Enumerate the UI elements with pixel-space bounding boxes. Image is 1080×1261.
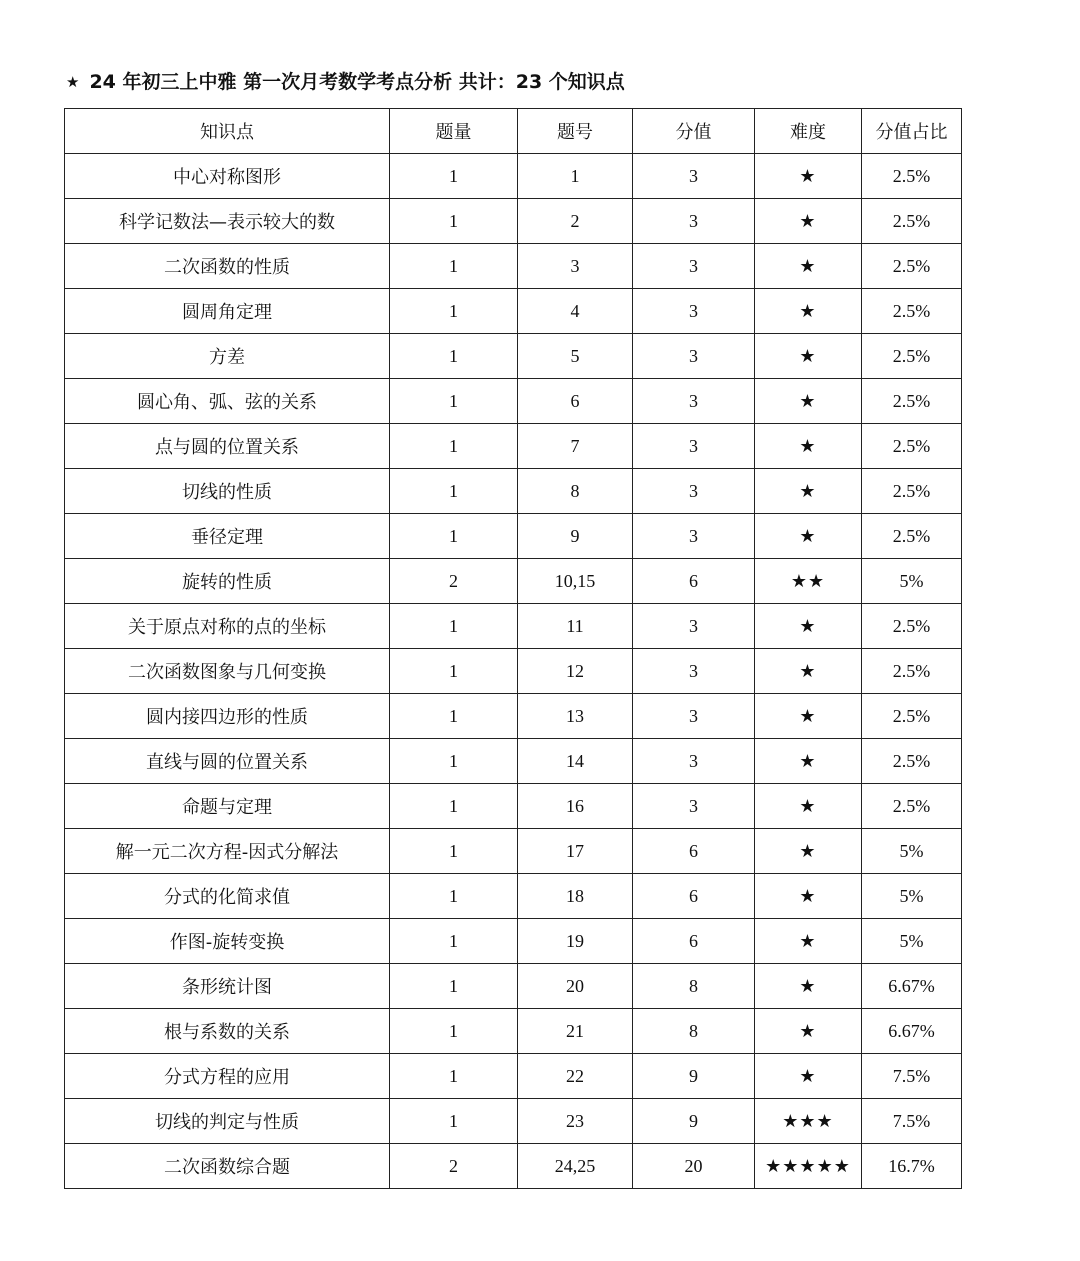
cell-topic: 点与圆的位置关系: [65, 424, 390, 469]
table-row: [65, 514, 962, 559]
cell-score: 3: [633, 334, 755, 379]
cell-question-number: 16: [518, 784, 633, 829]
cell-count: 1: [390, 649, 518, 694]
cell-score-ratio: 5%: [862, 919, 962, 964]
cell-score: 8: [633, 1009, 755, 1054]
cell-difficulty: ★: [755, 334, 862, 379]
header-topic: 知识点: [65, 109, 390, 154]
cell-question-number: 2: [518, 199, 633, 244]
cell-topic: 关于原点对称的点的坐标: [65, 604, 390, 649]
cell-score-ratio: 5%: [862, 559, 962, 604]
table-row: [65, 244, 962, 289]
table-body: [65, 154, 962, 1189]
cell-question-number: 3: [518, 244, 633, 289]
table-row: [65, 334, 962, 379]
cell-question-number: 6: [518, 379, 633, 424]
cell-count: 1: [390, 379, 518, 424]
cell-count: 1: [390, 334, 518, 379]
cell-count: 1: [390, 604, 518, 649]
cell-count: 1: [390, 694, 518, 739]
cell-question-number: 11: [518, 604, 633, 649]
cell-score-ratio: 6.67%: [862, 964, 962, 1009]
cell-score-ratio: 2.5%: [862, 784, 962, 829]
cell-score-ratio: 7.5%: [862, 1099, 962, 1144]
cell-difficulty: ★: [755, 379, 862, 424]
cell-difficulty: ★: [755, 154, 862, 199]
cell-topic: 分式的化简求值: [65, 874, 390, 919]
table-row: [65, 154, 962, 199]
cell-count: 1: [390, 199, 518, 244]
cell-score: 3: [633, 244, 755, 289]
cell-score: 3: [633, 289, 755, 334]
cell-topic: 圆内接四边形的性质: [65, 694, 390, 739]
cell-topic: 命题与定理: [65, 784, 390, 829]
cell-score-ratio: 2.5%: [862, 244, 962, 289]
cell-score: 3: [633, 649, 755, 694]
cell-question-number: 17: [518, 829, 633, 874]
cell-question-number: 20: [518, 964, 633, 1009]
cell-score: 9: [633, 1099, 755, 1144]
cell-question-number: 19: [518, 919, 633, 964]
table-row: [65, 469, 962, 514]
cell-topic: 条形统计图: [65, 964, 390, 1009]
header-question-number: 题号: [518, 109, 633, 154]
table-row: [65, 739, 962, 784]
cell-topic: 中心对称图形: [65, 154, 390, 199]
page-title: [66, 66, 625, 98]
table-row: [65, 1144, 962, 1189]
cell-score-ratio: 2.5%: [862, 694, 962, 739]
table-row: [65, 829, 962, 874]
cell-difficulty: ★: [755, 1054, 862, 1099]
cell-difficulty: ★★★★★: [755, 1144, 862, 1189]
cell-topic: 圆周角定理: [65, 289, 390, 334]
cell-score: 6: [633, 874, 755, 919]
cell-difficulty: ★: [755, 244, 862, 289]
cell-score: 3: [633, 739, 755, 784]
cell-count: 1: [390, 469, 518, 514]
cell-difficulty: ★: [755, 469, 862, 514]
cell-score-ratio: 7.5%: [862, 1054, 962, 1099]
cell-score-ratio: 2.5%: [862, 334, 962, 379]
cell-question-number: 23: [518, 1099, 633, 1144]
cell-difficulty: ★: [755, 919, 862, 964]
cell-score-ratio: 2.5%: [862, 469, 962, 514]
cell-question-number: 4: [518, 289, 633, 334]
cell-difficulty: ★: [755, 829, 862, 874]
header-score-ratio: 分值占比: [862, 109, 962, 154]
cell-question-number: 9: [518, 514, 633, 559]
cell-difficulty: ★: [755, 964, 862, 1009]
cell-topic: 切线的性质: [65, 469, 390, 514]
cell-score: 3: [633, 199, 755, 244]
cell-question-number: 1: [518, 154, 633, 199]
cell-question-number: 8: [518, 469, 633, 514]
cell-difficulty: ★: [755, 514, 862, 559]
cell-difficulty: ★: [755, 739, 862, 784]
table-row: [65, 199, 962, 244]
table-row: [65, 604, 962, 649]
cell-count: 2: [390, 1144, 518, 1189]
cell-difficulty: ★: [755, 289, 862, 334]
cell-score: 6: [633, 829, 755, 874]
cell-topic: 二次函数图象与几何变换: [65, 649, 390, 694]
table-row: [65, 424, 962, 469]
cell-score: 6: [633, 559, 755, 604]
cell-question-number: 5: [518, 334, 633, 379]
cell-score-ratio: 2.5%: [862, 289, 962, 334]
table-row: [65, 784, 962, 829]
cell-score-ratio: 6.67%: [862, 1009, 962, 1054]
cell-count: 2: [390, 559, 518, 604]
cell-score-ratio: 2.5%: [862, 424, 962, 469]
cell-score: 3: [633, 469, 755, 514]
cell-difficulty: ★: [755, 199, 862, 244]
cell-difficulty: ★★★: [755, 1099, 862, 1144]
cell-topic: 解一元二次方程-因式分解法: [65, 829, 390, 874]
cell-topic: 旋转的性质: [65, 559, 390, 604]
cell-difficulty: ★: [755, 649, 862, 694]
table-row: [65, 649, 962, 694]
cell-score: 3: [633, 604, 755, 649]
cell-difficulty: ★: [755, 424, 862, 469]
cell-score-ratio: 2.5%: [862, 604, 962, 649]
table-row: [65, 1099, 962, 1144]
cell-topic: 圆心角、弧、弦的关系: [65, 379, 390, 424]
table-row: [65, 694, 962, 739]
cell-score: 3: [633, 784, 755, 829]
cell-difficulty: ★: [755, 1009, 862, 1054]
cell-score: 20: [633, 1144, 755, 1189]
cell-score-ratio: 2.5%: [862, 739, 962, 784]
cell-score: 3: [633, 379, 755, 424]
cell-topic: 二次函数的性质: [65, 244, 390, 289]
cell-count: 1: [390, 1054, 518, 1099]
cell-count: 1: [390, 739, 518, 784]
cell-count: 1: [390, 784, 518, 829]
cell-count: 1: [390, 514, 518, 559]
table-header-row: [65, 109, 962, 154]
cell-count: 1: [390, 289, 518, 334]
cell-score: 3: [633, 424, 755, 469]
cell-difficulty: ★★: [755, 559, 862, 604]
cell-score-ratio: 2.5%: [862, 379, 962, 424]
cell-count: 1: [390, 154, 518, 199]
cell-count: 1: [390, 244, 518, 289]
cell-question-number: 18: [518, 874, 633, 919]
cell-topic: 作图-旋转变换: [65, 919, 390, 964]
cell-score-ratio: 2.5%: [862, 649, 962, 694]
cell-count: 1: [390, 1099, 518, 1144]
cell-question-number: 13: [518, 694, 633, 739]
cell-count: 1: [390, 874, 518, 919]
cell-score: 3: [633, 514, 755, 559]
cell-topic: 科学记数法—表示较大的数: [65, 199, 390, 244]
cell-topic: 垂径定理: [65, 514, 390, 559]
star-icon: ★: [66, 73, 80, 91]
table-row: [65, 1009, 962, 1054]
cell-score-ratio: 16.7%: [862, 1144, 962, 1189]
cell-count: 1: [390, 424, 518, 469]
cell-score: 6: [633, 919, 755, 964]
cell-score: 3: [633, 154, 755, 199]
page-title-text: 24 年初三上中雅 第一次月考数学考点分析 共计：23 个知识点: [89, 71, 625, 93]
cell-score-ratio: 2.5%: [862, 199, 962, 244]
cell-question-number: 7: [518, 424, 633, 469]
cell-count: 1: [390, 964, 518, 1009]
cell-score-ratio: 5%: [862, 829, 962, 874]
cell-question-number: 12: [518, 649, 633, 694]
cell-score: 3: [633, 694, 755, 739]
cell-difficulty: ★: [755, 784, 862, 829]
header-score: 分值: [633, 109, 755, 154]
cell-score: 8: [633, 964, 755, 1009]
table-row: [65, 1054, 962, 1099]
cell-count: 1: [390, 919, 518, 964]
cell-topic: 根与系数的关系: [65, 1009, 390, 1054]
cell-question-number: 22: [518, 1054, 633, 1099]
header-difficulty: 难度: [755, 109, 862, 154]
cell-count: 1: [390, 1009, 518, 1054]
cell-topic: 方差: [65, 334, 390, 379]
cell-difficulty: ★: [755, 694, 862, 739]
cell-score-ratio: 2.5%: [862, 154, 962, 199]
cell-question-number: 14: [518, 739, 633, 784]
table-row: [65, 874, 962, 919]
cell-topic: 二次函数综合题: [65, 1144, 390, 1189]
cell-score: 9: [633, 1054, 755, 1099]
cell-topic: 分式方程的应用: [65, 1054, 390, 1099]
cell-topic: 切线的判定与性质: [65, 1099, 390, 1144]
table-row: [65, 559, 962, 604]
header-count: 题量: [390, 109, 518, 154]
table-row: [65, 919, 962, 964]
cell-score-ratio: 5%: [862, 874, 962, 919]
cell-count: 1: [390, 829, 518, 874]
cell-difficulty: ★: [755, 874, 862, 919]
cell-topic: 直线与圆的位置关系: [65, 739, 390, 784]
cell-question-number: 10,15: [518, 559, 633, 604]
table-row: [65, 964, 962, 1009]
cell-score-ratio: 2.5%: [862, 514, 962, 559]
knowledge-point-table: [64, 108, 962, 1189]
table-row: [65, 289, 962, 334]
cell-difficulty: ★: [755, 604, 862, 649]
cell-question-number: 24,25: [518, 1144, 633, 1189]
table-row: [65, 379, 962, 424]
cell-question-number: 21: [518, 1009, 633, 1054]
